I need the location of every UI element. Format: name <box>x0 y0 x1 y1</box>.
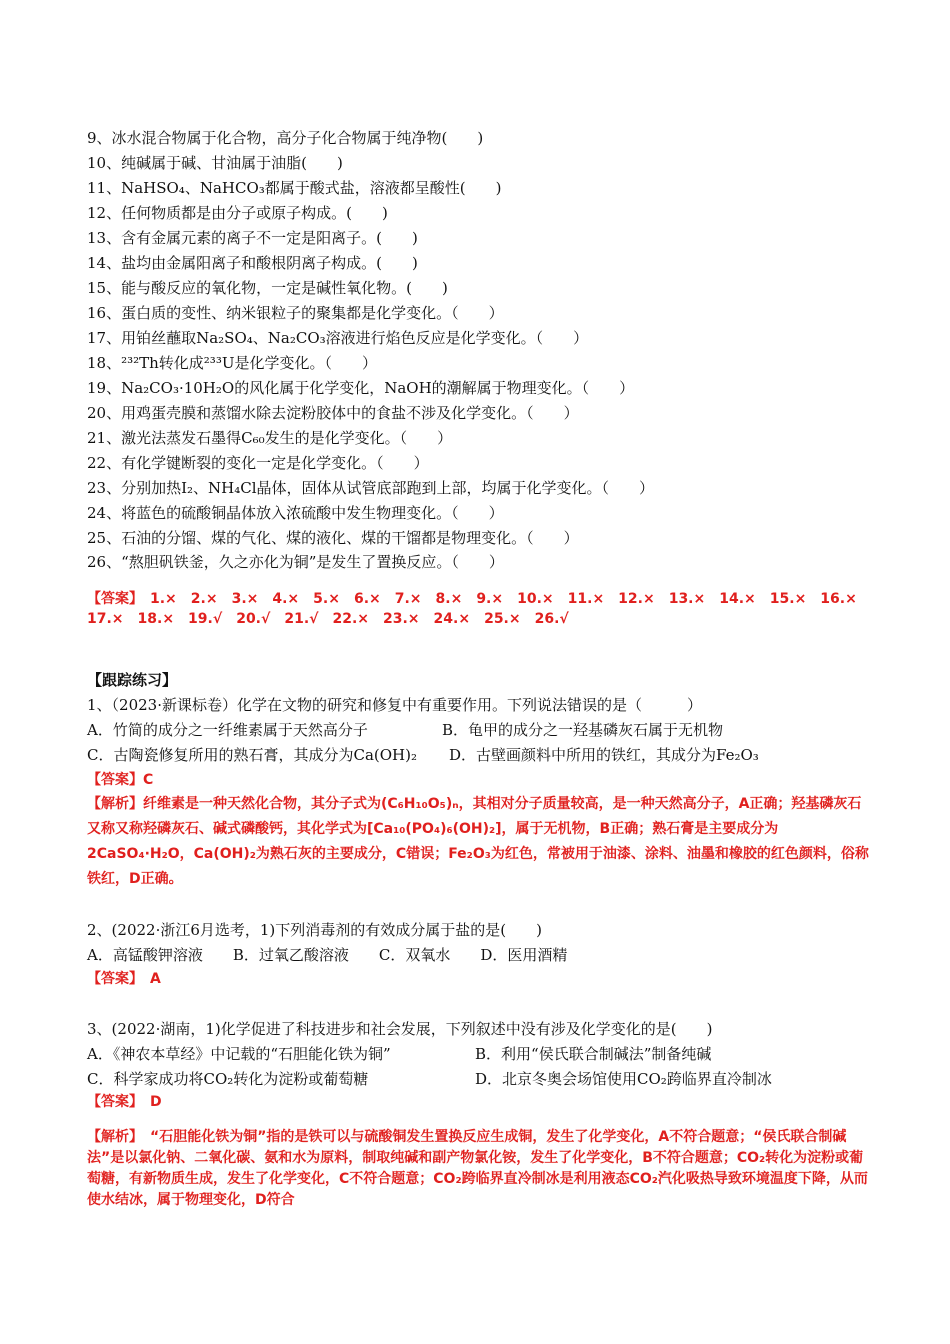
judge-item-15: 15、能与酸反应的氧化物，一定是碱性氧化物。( ) <box>87 279 448 297</box>
judge-item-26: 26、“熬胆矾铁釜，久之亦化为铜”是发生了置换反应。（ ） <box>87 553 504 571</box>
section-title: 【跟踪练习】 <box>87 671 178 689</box>
judge-item-14: 14、盐均由金属阳离子和酸根阴离子构成。( ) <box>87 254 418 272</box>
judge-answer-line-1: 【答案】 1.× 2.× 3.× 4.× 5.× 6.× 7.× 8.× 9.× 10.× 11.× 12.× 13.× 14.× 15.× 16.× <box>87 591 857 607</box>
q2-stem: 2、(2022·浙江6月选考，1)下列消毒剂的有效成分属于盐的是( ) <box>87 921 542 939</box>
q1-answer: 【答案】C <box>87 772 154 788</box>
judge-item-19: 19、Na₂CO₃·10H₂O的风化属于化学变化，NaOH的潮解属于物理变化。（ ） <box>87 379 635 397</box>
q3-explanation: 【解析】 “石胆能化铁为铜”指的是铁可以与硫酸铜发生置换反应生成铜，发生了化学变化，A不符合题意；“侯氏联合制碱法”是以氯化钠、二氧化碳、氨和水为原料，制取纯碱和副产物氯化铵，发生了化学变化，B不符合题意；CO₂转化为淀粉或葡萄糖，有新物质生成，发生了化学变化，C不符合题意；CO₂跨临界直冷制冰是利用液态CO₂汽化吸热导致环境温度下降，从而使水结冰，属于物理变化，D符合 <box>87 1129 868 1208</box>
judge-item-10: 10、纯碱属于碱、甘油属于油脂( ) <box>87 154 343 172</box>
judge-item-21: 21、激光法蒸发石墨得C₆₀发生的是化学变化。（ ） <box>87 429 453 447</box>
q1-options-ab <box>87 720 723 740</box>
q1-option-d: D．古壁画颜料中所用的铁红，其成分为Fe₂O₃ <box>449 746 759 764</box>
q1-option-c: C．古陶瓷修复所用的熟石膏，其成分为Ca(OH)₂ <box>87 746 417 764</box>
judge-item-25: 25、石油的分馏、煤的气化、煤的液化、煤的干馏都是物理变化。（ ） <box>87 529 579 547</box>
judge-item-13: 13、含有金属元素的离子不一定是阳离子。( ) <box>87 229 418 247</box>
q3-option-d: D．北京冬奥会场馆使用CO₂跨临界直冷制冰 <box>475 1070 772 1088</box>
q3-options-ab <box>87 1044 711 1064</box>
judge-item-9: 9、冰水混合物属于化合物，高分子化合物属于纯净物( ) <box>87 129 484 147</box>
q1-stem: 1、（2023·新课标卷）化学在文物的研究和修复中有重要作用。下列说法错误的是（ ） <box>87 696 702 714</box>
q1-option-b: B．龟甲的成分之一羟基磷灰石属于无机物 <box>442 721 724 739</box>
q1-option-a: A．竹简的成分之一纤维素属于天然高分子 <box>87 721 368 739</box>
q3-option-a: A．《神农本草经》中记载的“石胆能化铁为铜” <box>87 1045 391 1063</box>
judge-item-12: 12、任何物质都是由分子或原子构成。( ) <box>87 204 388 222</box>
q1-options-cd <box>87 745 759 765</box>
judge-item-24: 24、将蓝色的硫酸铜晶体放入浓硫酸中发生物理变化。（ ） <box>87 504 504 522</box>
judge-item-16: 16、蛋白质的变性、纳米银粒子的聚集都是化学变化。（ ） <box>87 304 504 322</box>
q3-stem: 3、(2022·湖南，1)化学促进了科技进步和社会发展，下列叙述中没有涉及化学变化的是( ) <box>87 1020 713 1038</box>
judge-item-17: 17、用铂丝蘸取Na₂SO₄、Na₂CO₃溶液进行焰色反应是化学变化。（ ） <box>87 329 589 347</box>
q3-options-cd <box>87 1069 772 1089</box>
q2-options: A．高锰酸钾溶液 B．过氧乙酸溶液 C．双氧水 D．医用酒精 <box>87 946 568 964</box>
q3-answer: 【答案】 D <box>87 1094 162 1110</box>
judge-item-11: 11、NaHSO₄、NaHCO₃都属于酸式盐，溶液都呈酸性( ) <box>87 179 502 197</box>
judge-item-18: 18、²³²Th转化成²³³U是化学变化。（ ） <box>87 354 377 372</box>
q3-option-c: C．科学家成功将CO₂转化为淀粉或葡萄糖 <box>87 1070 369 1088</box>
q3-option-b: B．利用“侯氏联合制碱法”制备纯碱 <box>475 1045 712 1063</box>
q2-answer: 【答案】 A <box>87 971 161 987</box>
judge-item-20: 20、用鸡蛋壳膜和蒸馏水除去淀粉胶体中的食盐不涉及化学变化。（ ） <box>87 404 579 422</box>
judge-item-22: 22、有化学键断裂的变化一定是化学变化。（ ） <box>87 454 429 472</box>
judge-answer-line-2: 17.× 18.× 19.√ 20.√ 21.√ 22.× 23.× 24.× 25.× 26.√ <box>87 611 569 627</box>
judge-item-23: 23、分别加热I₂、NH₄Cl晶体，固体从试管底部跑到上部，均属于化学变化。（ ） <box>87 479 655 497</box>
q1-explanation: 【解析】纤维素是一种天然化合物，其分子式为(C₆H₁₀O₅)ₙ，其相对分子质量较高，是一种天然高分子，A正确；羟基磷灰石又称又称羟磷灰石、碱式磷酸钙，其化学式为[Ca₁₀(PO₄)₆(OH)₂]，属于无机物，B正确；熟石膏是主要成分为2CaSO₄·H₂O，Ca(OH)₂为熟石灰的主要成分，C错误；Fe₂O₃为红色，常被用于油漆、涂料、油墨和橡胶的红色颜料，俗称铁红，D正确。 <box>87 796 869 887</box>
